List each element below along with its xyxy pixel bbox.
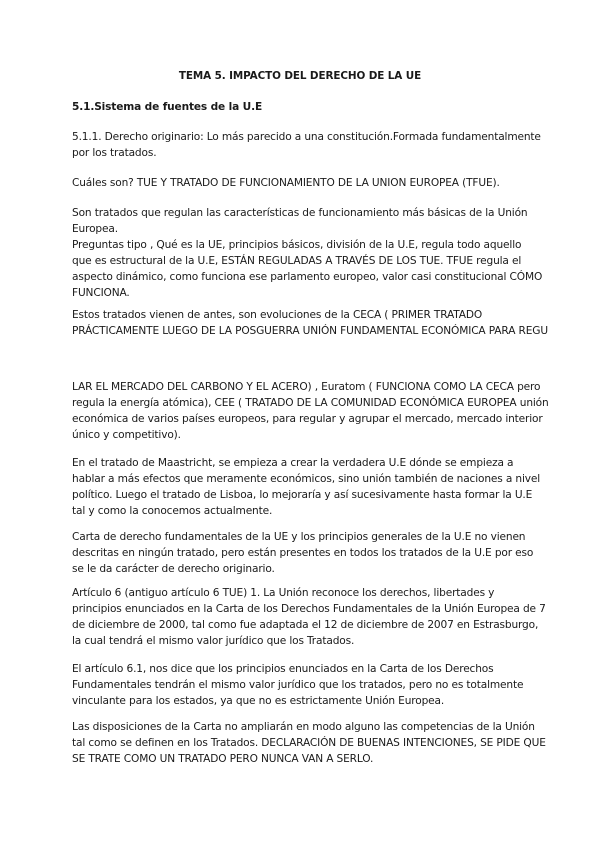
text-line: Estos tratados vienen de antes, son evoluciones de la CECA ( PRIMER TRATADO <box>72 309 483 321</box>
paragraph-tratados-descripcion <box>72 205 543 301</box>
paragraph-disposiciones-carta <box>72 719 546 767</box>
text-line: vinculante para los estados, ya que no es estrictamente Unión Europea. <box>72 695 445 707</box>
text-line: PRÁCTICAMENTE LUEGO DE LA POSGUERRA UNIÓN FUNDAMENTAL ECONÓMICA PARA REGU <box>72 325 548 337</box>
text-line: tal y como la conocemos actualmente. <box>72 505 273 517</box>
paragraph-carta-derechos <box>72 529 532 577</box>
text-line: se le da carácter de derecho originario. <box>72 563 275 575</box>
text-line: SE TRATE COMO UN TRATADO PERO NUNCA VAN A SERLO. <box>72 753 374 765</box>
text-line: tal como se definen en los Tratados. DECLARACIÓN DE BUENAS INTENCIONES, SE PIDE QUE <box>72 737 546 749</box>
paragraph-mercado-carbono <box>72 379 549 443</box>
text-line: FUNCIONA. <box>72 287 130 299</box>
text-line: político. Luego el tratado de Lisboa, lo mejoraría y así sucesivamente hasta formar la U.E <box>72 489 533 501</box>
text-line: El artículo 6.1, nos dice que los principios enunciados en la Carta de los Derechos <box>72 663 494 675</box>
text-line: económica de varios países europeos, para regular y agrupar el mercado, mercado interior <box>72 413 543 425</box>
text-line: En el tratado de Maastricht, se empieza a crear la verdadera U.E dónde se empieza a <box>72 457 514 469</box>
text-line: de diciembre de 2000, tal como fue adaptada el 12 de diciembre de 2007 en Estrasburgo, <box>72 619 539 631</box>
text-line: descritas en ningún tratado, pero están presentes en todos los tratados de la U.E por eso <box>72 547 534 559</box>
text-line: Carta de derecho fundamentales de la UE y los principios generales de la U.E no vienen <box>72 531 526 543</box>
paragraph-articulo-6 <box>72 585 546 649</box>
section-heading: 5.1.Sistema de fuentes de la U.E <box>72 101 263 113</box>
text-line: principios enunciados en la Carta de los Derechos Fundamentales de la Unión Europea de 7 <box>72 603 546 615</box>
text-line: 5.1.1. Derecho originario: Lo más parecido a una constitución.Formada fundamentalmente <box>72 131 541 143</box>
text-line: aspecto dinámico, como funciona ese parlamento europeo, valor casi constitucional CÓMO <box>72 271 543 283</box>
text-line: Cuáles son? TUE Y TRATADO DE FUNCIONAMIENTO DE LA UNION EUROPEA (TFUE). <box>72 177 500 189</box>
page-title: TEMA 5. IMPACTO DEL DERECHO DE LA UE <box>178 70 422 82</box>
text-line: por los tratados. <box>72 147 157 159</box>
text-line: Fundamentales tendrán el mismo valor jurídico que los tratados, pero no es totalmente <box>72 679 524 691</box>
text-line: que es estructural de la U.E, ESTÁN REGULADAS A TRAVÉS DE LOS TUE. TFUE regula el <box>72 255 522 267</box>
text-line: LAR EL MERCADO DEL CARBONO Y EL ACERO) , Euratom ( FUNCIONA COMO LA CECA pero <box>72 381 541 393</box>
text-line: Son tratados que regulan las características de funcionamiento más básicas de la Unión <box>72 207 528 219</box>
paragraph-maastricht <box>72 455 541 519</box>
text-line: la cual tendrá el mismo valor jurídico que los Tratados. <box>72 635 355 647</box>
text-line: único y competitivo). <box>72 429 181 441</box>
text-line: regula la energía atómica), CEE ( TRATADO DE LA COMUNIDAD ECONÓMICA EUROPEA unión <box>72 397 549 409</box>
paragraph-cuales-son <box>72 175 532 191</box>
paragraph-tratados-ceca <box>72 307 548 339</box>
text-line: Europea. <box>72 223 118 235</box>
text-line: Artículo 6 (antiguo artículo 6 TUE) 1. La Unión reconoce los derechos, libertades y <box>72 587 495 599</box>
text-line: Preguntas tipo , Qué es la UE, principios básicos, división de la U.E, regula todo aquello <box>72 239 522 251</box>
paragraph-articulo-6-1 <box>72 661 532 709</box>
paragraph-derecho-originario <box>72 129 541 161</box>
text-line: Las disposiciones de la Carta no ampliarán en modo alguno las competencias de la Unión <box>72 721 535 733</box>
text-line: hablar a más efectos que meramente económicos, sino unión también de naciones a nivel <box>72 473 541 485</box>
